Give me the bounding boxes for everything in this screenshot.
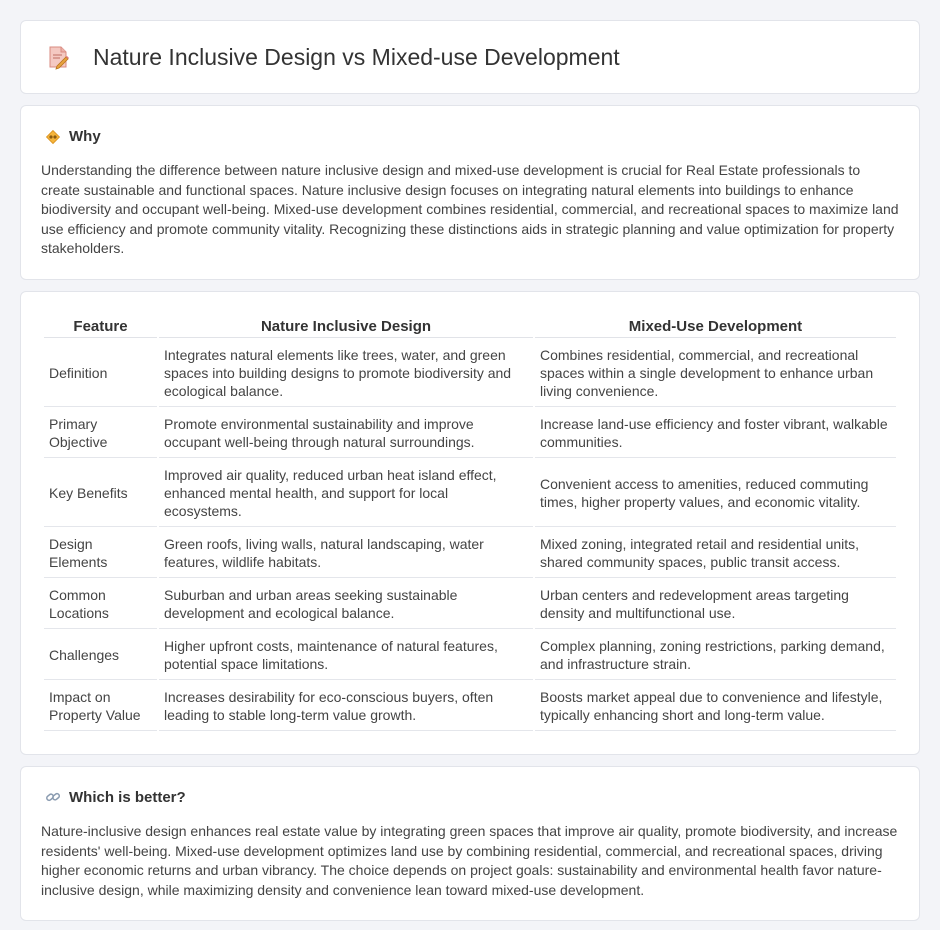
which-is-better-section	[20, 766, 920, 921]
mixed-use-cell: Urban centers and redevelopment areas targeting density and multifunctional use.	[535, 580, 896, 629]
feature-cell: Key Benefits	[44, 460, 157, 527]
feature-cell: Design Elements	[44, 529, 157, 578]
table-row	[44, 460, 896, 527]
feature-cell: Challenges	[44, 631, 157, 680]
page-title: Nature Inclusive Design vs Mixed-use Development	[93, 43, 620, 70]
nature-inclusive-cell: Green roofs, living walls, natural landscaping, water features, wildlife habitats.	[159, 529, 533, 578]
column-header-nature-inclusive: Nature Inclusive Design	[159, 314, 533, 338]
comparison-table	[42, 312, 898, 733]
table-row	[44, 580, 896, 629]
title-card	[20, 20, 920, 94]
table-row	[44, 409, 896, 458]
why-heading: Why	[69, 128, 101, 145]
mixed-use-cell: Boosts market appeal due to convenience and lifestyle, typically enhancing short and long-term value.	[535, 682, 896, 731]
comparison-table-card	[20, 291, 920, 755]
table-row	[44, 340, 896, 407]
feature-cell: Primary Objective	[44, 409, 157, 458]
why-header	[41, 128, 899, 145]
handshake-icon	[45, 129, 61, 145]
which-is-better-header	[41, 789, 899, 806]
mixed-use-cell: Increase land-use efficiency and foster vibrant, walkable communities.	[535, 409, 896, 458]
column-header-feature: Feature	[44, 314, 157, 338]
mixed-use-cell: Convenient access to amenities, reduced commuting times, higher property values, and economic vitality.	[535, 460, 896, 527]
nature-inclusive-cell: Suburban and urban areas seeking sustainable development and ecological balance.	[159, 580, 533, 629]
why-section	[20, 105, 920, 280]
nature-inclusive-cell: Increases desirability for eco-conscious buyers, often leading to stable long-term value growth.	[159, 682, 533, 731]
nature-inclusive-cell: Improved air quality, reduced urban heat island effect, enhanced mental health, and support for local ecosystems.	[159, 460, 533, 527]
link-icon	[45, 789, 61, 805]
mixed-use-cell: Mixed zoning, integrated retail and residential units, shared community spaces, public transit access.	[535, 529, 896, 578]
feature-cell: Definition	[44, 340, 157, 407]
mixed-use-cell: Complex planning, zoning restrictions, parking demand, and infrastructure strain.	[535, 631, 896, 680]
which-is-better-heading: Which is better?	[69, 788, 186, 806]
table-row	[44, 682, 896, 731]
why-text: Understanding the difference between nature inclusive design and mixed-use development is crucial for Real Estate professionals to create sustainable and functional spaces. Nature inclusive design focuses on integrating natural elements into buildings to enhance biodiversity and occupant well-being. Mixed-use development combines residential, commercial, and recreational spaces to maximize land use efficiency and promote community vitality. Recognizing these distinctions aids in strategic planning and value optimization for property stakeholders.	[41, 162, 899, 257]
table-row	[44, 529, 896, 578]
document-pencil-icon	[45, 44, 71, 70]
column-header-mixed-use: Mixed-Use Development	[535, 314, 896, 338]
mixed-use-cell: Combines residential, commercial, and recreational spaces within a single development to enhance urban living convenience.	[535, 340, 896, 407]
nature-inclusive-cell: Integrates natural elements like trees, water, and green spaces into building designs to promote biodiversity and ecological balance.	[159, 340, 533, 407]
feature-cell: Common Locations	[44, 580, 157, 629]
nature-inclusive-cell: Higher upfront costs, maintenance of natural features, potential space limitations.	[159, 631, 533, 680]
nature-inclusive-cell: Promote environmental sustainability and improve occupant well-being through natural surroundings.	[159, 409, 533, 458]
feature-cell: Impact on Property Value	[44, 682, 157, 731]
table-row	[44, 631, 896, 680]
table-header-row	[44, 314, 896, 338]
which-is-better-text: Nature-inclusive design enhances real estate value by integrating green spaces that improve air quality, promote biodiversity, and increase residents' well-being. Mixed-use development optimizes land use by combining residential, commercial, and recreational spaces, driving higher economic returns and urban vibrancy. The choice depends on project goals: sustainability and environmental health favor nature-inclusive design, while maximizing density and convenience lean toward mixed-use development.	[41, 822, 898, 898]
